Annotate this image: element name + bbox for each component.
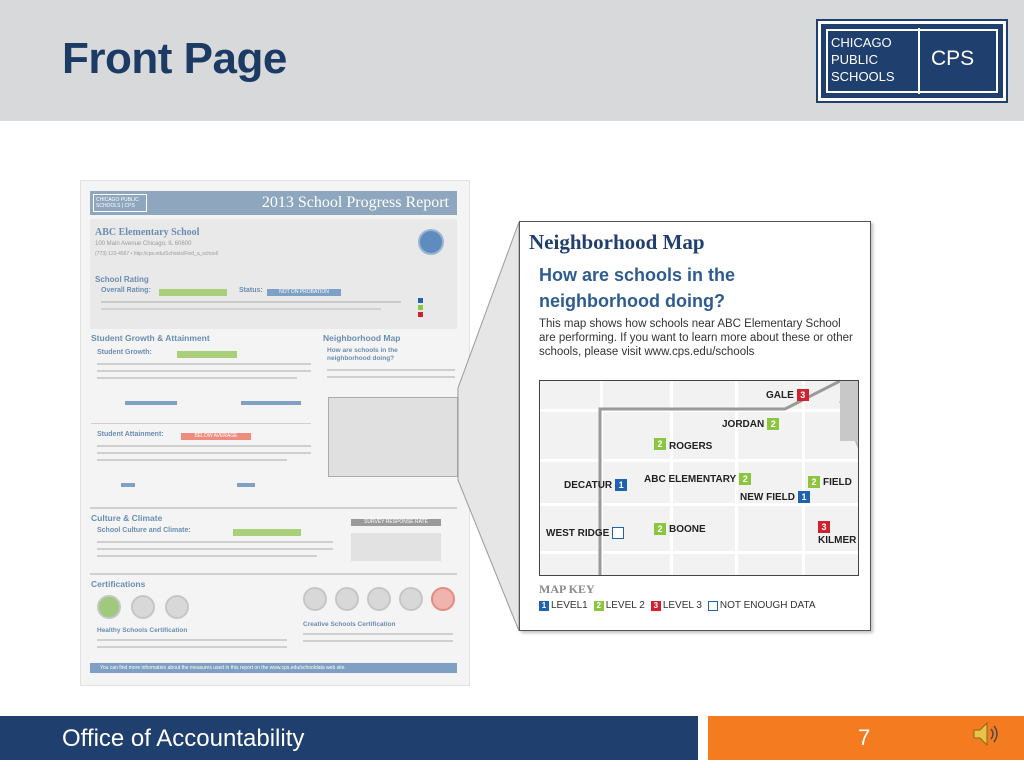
- level2-marker: 2: [767, 418, 779, 430]
- report-culture-heading: Culture & Climate: [91, 513, 163, 523]
- report-creative: Creative Schools Certification: [303, 621, 396, 628]
- level1-marker: 1: [615, 479, 627, 491]
- report-student-attainment: Student Attainment:: [97, 431, 164, 438]
- school-jordan: JORDAN 2: [722, 418, 779, 430]
- level1-marker: 1: [798, 491, 810, 503]
- report-footer: You can find more information about the measures used in this report on the www.cps.edu/schooldata web site.: [90, 663, 457, 673]
- report-certifications: Certifications: [91, 579, 146, 589]
- footer-office-bar: [0, 716, 698, 760]
- report-healthy: Healthy Schools Certification: [97, 627, 188, 634]
- school-gale: GALE 3: [766, 389, 809, 401]
- level2-marker: 2: [654, 523, 666, 535]
- level2-marker: 2: [808, 476, 820, 488]
- attainment-pill: BELOW AVERAGE: [181, 433, 251, 440]
- level2-marker: 2: [739, 473, 751, 485]
- zoom-question: How are schools in the neighborhood doing?: [539, 265, 736, 311]
- level2-marker: 2: [654, 438, 666, 450]
- zoom-title: Neighborhood Map: [529, 230, 705, 254]
- cps-logo-words: CHICAGO PUBLIC SCHOOLS: [831, 35, 895, 84]
- school-boone: 2 BOONE: [654, 523, 706, 535]
- neighborhood-map-zoom: [519, 221, 871, 631]
- speaker-icon[interactable]: [970, 718, 1002, 750]
- not-enough-data-marker: [612, 527, 624, 539]
- report-nbhd-map: Neighborhood Map: [323, 333, 401, 343]
- report-mini-logo: CHICAGO PUBLIC SCHOOLS | CPS: [93, 194, 147, 212]
- status-pill: NOT ON PROBATION: [267, 289, 341, 296]
- report-school-rating: School Rating: [95, 275, 149, 284]
- key-not-enough-data: NOT ENOUGH DATA: [708, 600, 816, 611]
- map-key-title: MAP KEY: [539, 582, 595, 596]
- slide-title: Front Page: [62, 34, 287, 83]
- school-kilmer: 3 KILMER: [818, 522, 857, 546]
- report-status: Status:: [239, 287, 263, 294]
- level3-marker: 3: [797, 389, 809, 401]
- key-level3: 3 LEVEL 3: [651, 600, 702, 611]
- report-student-growth: Student Growth:: [97, 349, 152, 356]
- report-phone: (773) 123-4567 • http://cps.edu/Schools/Find_a_school/: [95, 251, 219, 257]
- school-new-field: NEW FIELD 1: [740, 491, 810, 503]
- school-west-ridge: WEST RIDGE: [546, 527, 624, 539]
- key-level1: 1 LEVEL1: [539, 600, 588, 611]
- school-abc-elementary: ABC ELEMENTARY 2: [644, 473, 751, 485]
- survey-rate-header: SURVEY RESPONSE RATE: [351, 519, 441, 526]
- zoom-body-text: This map shows how schools near ABC Elementary School are performing. If you want to learn more about these or other schools, please visit www.cps.edu/schools: [539, 318, 853, 358]
- school-rogers: 2 ROGERS: [654, 435, 712, 452]
- school-decatur: DECATUR 1: [564, 479, 627, 491]
- report-school-name: ABC Elementary School: [95, 227, 200, 238]
- key-level2: 2 LEVEL 2: [594, 600, 645, 611]
- report-title: 2013 School Progress Report: [261, 194, 449, 211]
- page-number: 7: [858, 725, 871, 750]
- report-address: 100 Main Avenue Chicago, IL 60600: [95, 241, 192, 247]
- map-key: [539, 600, 817, 611]
- report-growth-heading: Student Growth & Attainment: [91, 333, 210, 343]
- report-nbhd-question: How are schools in the neighborhood doing?: [327, 347, 398, 362]
- neighborhood-map: [539, 380, 859, 576]
- report-culture-sub: School Culture and Climate:: [97, 527, 191, 534]
- footer-office-text: Office of Accountability: [62, 725, 305, 752]
- level3-marker: 3: [818, 521, 830, 533]
- report-overall-rating: Overall Rating:: [101, 287, 151, 294]
- cps-logo-abbr: CPS: [931, 47, 975, 70]
- school-field: 2 FIELD: [808, 476, 852, 488]
